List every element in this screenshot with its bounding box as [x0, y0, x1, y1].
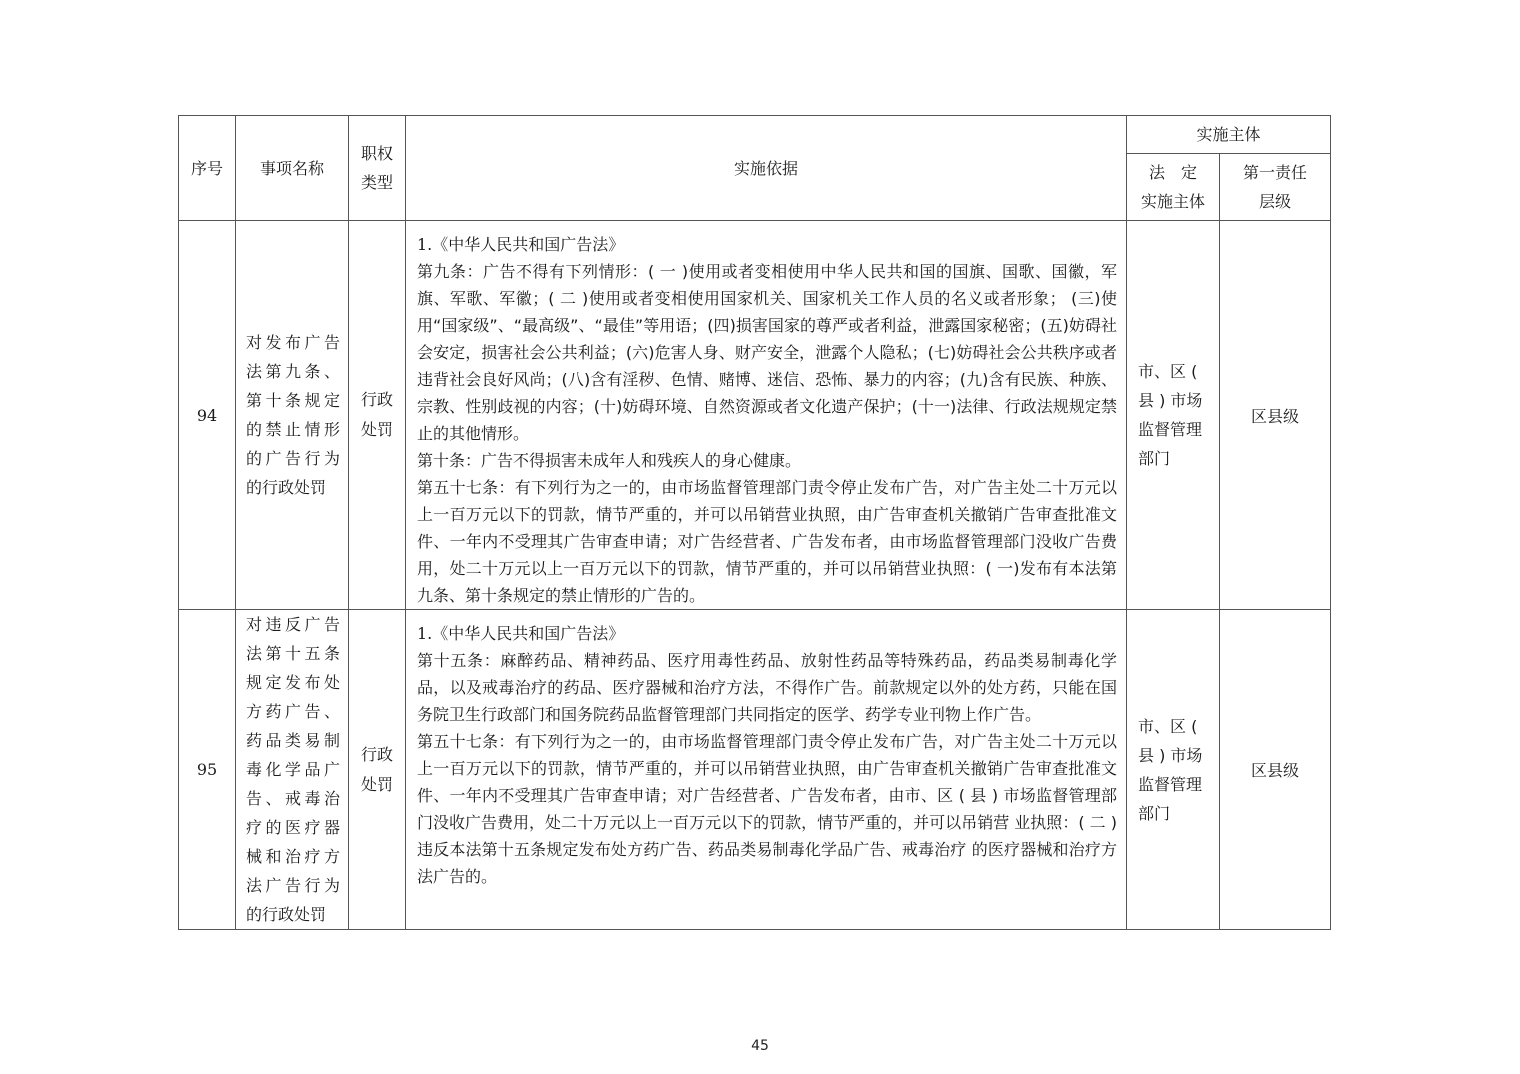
- power-type-line1: 行政: [360, 390, 393, 409]
- legal-subject: 市、区 ( 县 ) 市场监督管理部门: [1127, 610, 1220, 930]
- header-row: [179, 116, 1331, 154]
- basis-article: 第十条：广告不得损害未成年人和残疾人的身心健康。: [417, 451, 802, 470]
- power-type-line2: 处罚: [360, 420, 393, 439]
- responsibility-level: 区县级: [1220, 221, 1331, 610]
- header-power-type-line2: 类型: [360, 173, 393, 192]
- header-legal-subject-line1: 法 定: [1148, 163, 1197, 182]
- basis-article: 第九条：广告不得有下列情形：( 一 )使用或者变相使用中华人民共和国的国旗、国歌、国徽，军旗、军歌、军徽；( 二 )使用或者变相使用国家机关、国家机关工作人员的名义或者形象； (三)使用“国家级”、“最高级”、“最佳”等用语；(四)损害国家的尊严或者利益，泄露国家秘密；(五)妨碍社会安定，损害社会公共利益；(六)危害人身、财产安全，泄露个人隐私；(七)妨碍社会公共秩序或者违背社会良好风尚；(八)含有淫秽、色情、赌博、迷信、恐怖、暴力的内容；(九)含有民族、种族、宗教、性别歧视的内容；(十)妨碍环境、自然资源或者文化遗产保护；(十一)法律、行政法规规定禁止的其他情形。: [417, 262, 1117, 443]
- enforcement-items-table: [178, 115, 1331, 930]
- basis-article: 第五十七条：有下列行为之一的，由市场监督管理部门责令停止发布广告，对广告主处二十万元以上一百万元以下的罚款，情节严重的，并可以吊销营业执照，由广告审查机关撤销广告审查批准文件、一年内不受理其广告审查申请；对广告经营者、广告发布者，由市、区 ( 县 ) 市场监督管理部门没收广告费用，处二十万元以上一百万元以下的罚款，情节严重的，并可以吊销营 业执照：( 二 )违反本法第十五条规定发布处方药广告、药品类易制毒化学品广告、戒毒治疗 的医疗器械和治疗方法广告的。: [417, 732, 1117, 886]
- basis-law-title: 1.《中华人民共和国广告法》: [417, 235, 625, 254]
- header-first-responsibility: [1220, 154, 1331, 221]
- header-item-name: 事项名称: [236, 116, 349, 221]
- header-power-type: [349, 116, 406, 221]
- header-first-resp-line2: 层级: [1259, 192, 1292, 211]
- page-number: 45: [751, 1038, 769, 1054]
- table-row: [179, 221, 1331, 610]
- implementation-basis: [406, 610, 1127, 930]
- header-first-resp-line1: 第一责任: [1243, 163, 1308, 182]
- header-legal-subject-line2: 实施主体: [1140, 192, 1205, 211]
- responsibility-level: 区县级: [1220, 610, 1331, 930]
- power-type-line2: 处罚: [360, 774, 393, 794]
- basis-law-title: 1.《中华人民共和国广告法》: [417, 624, 625, 643]
- header-legal-subject: [1127, 154, 1220, 221]
- table-row: [179, 610, 1331, 930]
- item-name: 对发布广告法第九条、第十条规定的禁止情形的广告行为的行政处罚: [236, 221, 349, 610]
- basis-article: 第十五条：麻醉药品、精神药品、医疗用毒性药品、放射性药品等特殊药品，药品类易制毒化学品，以及戒毒治疗的药品、医疗器械和治疗方法，不得作广告。前款规定以外的处方药，只能在国务院卫生行政部门和国务院药品监督管理部门共同指定的医学、药学专业刊物上作广告。: [417, 651, 1117, 724]
- header-subject: 实施主体: [1127, 116, 1331, 154]
- header-basis: 实施依据: [406, 116, 1127, 221]
- implementation-basis: [406, 221, 1127, 610]
- power-type-line1: 行政: [360, 744, 393, 764]
- row-number: 95: [179, 610, 236, 930]
- row-number: 94: [179, 221, 236, 610]
- header-seq: 序号: [179, 116, 236, 221]
- header-power-type-line1: 职权: [360, 144, 393, 163]
- power-type: [349, 610, 406, 930]
- basis-article: 第五十七条：有下列行为之一的，由市场监督管理部门责令停止发布广告，对广告主处二十万元以上一百万元以下的罚款，情节严重的，并可以吊销营业执照，由广告审查机关撤销广告审查批准文件、一年内不受理其广告审查申请；对广告经营者、广告发布者，由市场监督管理部门没收广告费用，处二十万元以上一百万元以下的罚款，情节严重的，并可以吊销营业执照：( 一)发布有本法第九条、第十条规定的禁止情形的广告的。: [417, 478, 1117, 605]
- legal-subject: 市、区 ( 县 ) 市场监督管理部门: [1127, 221, 1220, 610]
- power-type: [349, 221, 406, 610]
- item-name: 对违反广告法第十五条规定发布处方药广告、药品类易制毒化学品广告、戒毒治疗的医疗器械和治疗方法广告行为的行政处罚: [236, 610, 349, 930]
